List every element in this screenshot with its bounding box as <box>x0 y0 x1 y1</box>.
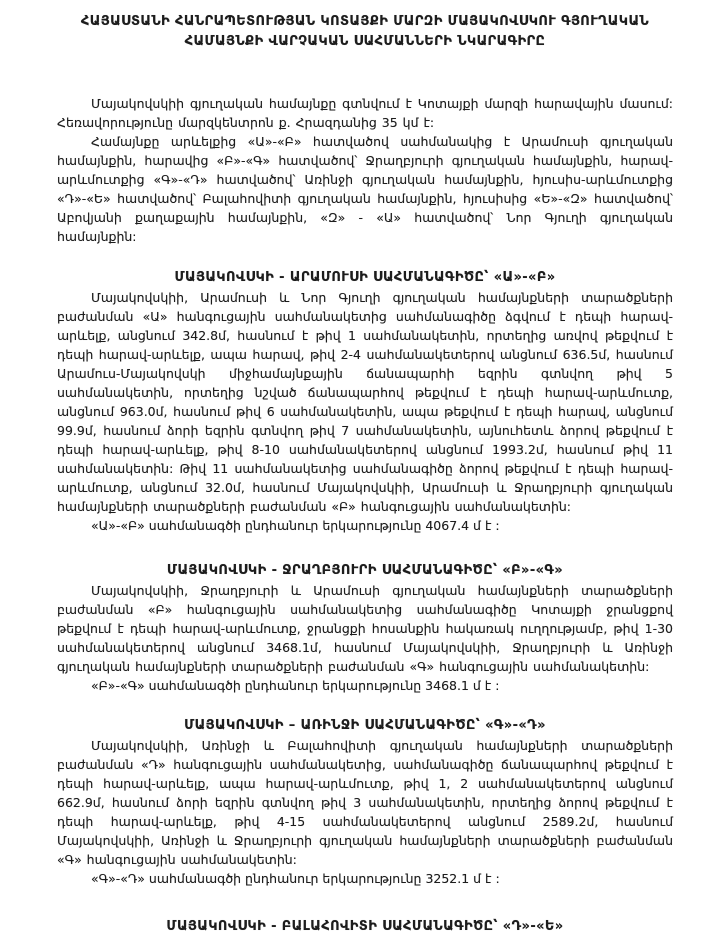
section-body-g-d: Մայակովսկիի, Առինջի և Բալահովիտի գյուղական համայնքների տարածքների բաժանման «Դ» հանգուցային սահմանակետից, սահմանագիծը ճանապարհով թեքվում է դեպի հարավ-արևելք, ապա հարավ-արևմուտք, թիվ 1, 2 սահմանակետերով անցնում 662.9մ, հասնում ձորի եզրին գտնվող թիվ 3 սահմանակետին, որտեղից ձորով թեքվում է դեպի հարավ-արևելք, թիվ 4-15 սահմանակետերով անցնում 2589.2մ, հասնում Մայակովսկիի, Առինջի և Ջրաղբյուրի գյուղական համայնքների տարածքների բաժանման «Գ» հանգուցային սահմանակետին: <box>57 738 673 867</box>
document-title: ՀԱՅԱՍՏԱՆԻ ՀԱՆՐԱՊԵՏՈՒԹՅԱՆ ԿՈՏԱՅՔԻ ՄԱՐԶԻ ՄԱՅԱԿՈՎՍԿՈՒ ԳՅՈՒՂԱԿԱՆ ՀԱՄԱՅՆՔԻ ՎԱՐՉԱԿԱՆ ՍԱՀՄԱՆՆԵՐԻ ՆԿԱՐԱԳԻՐԸ <box>80 14 650 49</box>
section-length-g-d: «Գ»-«Դ» սահմանագծի ընդհանուր երկարությունը 3252.1 մ է : <box>91 871 500 886</box>
section-heading-b-g: ՄԱՅԱԿՈՎՍԿԻ - ՋՐԱՂԲՅՈՒՐԻ ՍԱՀՄԱՆԱԳԻԾԸ՝ «Բ»-«Գ» <box>166 563 564 578</box>
intro-paragraph-neighbors: Համայնքը արևելքից «Ա»-«Բ» հատվածով սահմանակից է Արամուսի գյուղական համայնքին, հարավից «Բ»-«Գ» հատվածով՝ Ջրաղբյուրի գյուղական համայնքին, հարավ-արևմուտքից «Գ»-«Դ» հատվածով՝ Առինջի գյուղական համայնքին, հյուսիս-արևմուտքից «Դ»-«Ե» հատվածով՝ Բալահովիտի գյուղական համայնքին, հյուսիսից «Ե»-«Զ» հատվածով՝ Աբովյանի քաղաքային համայնքին, «Զ» - «Ա» հատվածով՝ Նոր Գյուղի գյուղական համայնքին: <box>57 134 673 244</box>
intro-paragraph-location: Մայակովսկիի գյուղական համայնքը գտնվում է Կոտայքի մարզի հարավային մասում: Հեռավորությունը մարզկենտրոն ք. Հրազդանից 35 կմ է: <box>57 96 673 130</box>
intro-block <box>57 94 673 246</box>
section-length-a-b: «Ա»-«Բ» սահմանագծի ընդհանուր երկարությունը 4067.4 մ է : <box>91 518 500 533</box>
section-body-b-g: Մայակովսկիի, Ջրաղբյուրի և Արամուսի գյուղական համայնքների տարածքների բաժանման «Բ» հանգուցային սահմանակետից սահմանագիծը Կոտայքի ջրանցքով թեքվում է դեպի հարավ-արևմուտք, ջրանցքի հոսանքին հակառակ ուղղությամբ, թիվ 1-30 սահմանակետերով անցնում 3468.1մ, հասնում Մայակովսկիի, Ջրաղբյուրի և Առինջի գյուղական համայնքների տարածքների բաժանման «Գ» հանգուցային սահմանակետին: <box>57 583 673 674</box>
section-body-a-b: Մայակովսկիի, Արամուսի և Նոր Գյուղի գյուղական համայնքների տարածքների բաժանման «Ա» հանգուցային սահմանակետից սահմանագիծը ձգվում է դեպի հարավ-արևելք, անցնում 342.8մ, հասնում է թիվ 1 սահմանակետին, որտեղից առվով թեքվում է դեպի հարավ-արևելք, ապա հարավ, թիվ 2-4 սահմանակետերով անցնում 636.5մ, հասնում Արամուս-Մայակովսկի միջհամայնքային ճանապարհի եզրին գտնվող թիվ 5 սահմանակետին, որտեղից նշված ճանապարհով թեքվում է դեպի հարավ-արևմուտք, անցնում 963.0մ, հասնում թիվ 6 սահմանակետին, ապա թեքվում է դեպի հարավ, անցնում 99.9մ, հասնում ձորի եզրին գտնվող թիվ 7 սահմանակետին, այնուհետև ձորով թեքվում է դեպի հարավ-արևելք, թիվ 8-10 սահմանակետերով անցնում 1993.2մ, հասնում թիվ 11 սահմանակետին: Թիվ 11 սահմանակետից սահմանագիծը ձորով թեքվում է դեպի հարավ-արևմուտք, անցնում 32.0մ, հասնում Մայակովսկիի, Արամուսի և Ջրաղբյուրի գյուղական համայնքների տարածքների բաժանման «Բ» հանգուցային սահմանակետին: <box>57 290 673 514</box>
section-length-b-g: «Բ»-«Գ» սահմանագծի ընդհանուր երկարությունը 3468.1 մ է : <box>91 678 500 693</box>
section-heading-g-d: ՄԱՅԱԿՈՎՍԿԻ – ԱՌԻՆՋԻ ՍԱՀՄԱՆԱԳԻԾԸ՝ «Գ»-«Դ» <box>184 718 546 733</box>
section-heading-a-b: ՄԱՅԱԿՈՎՍԿԻ - ԱՐԱՄՈՒՍԻ ՍԱՀՄԱՆԱԳԻԾԸ՝ «Ա»-«Բ» <box>174 270 556 285</box>
section-heading-d-e: ՄԱՅԱԿՈՎՍԿԻ - ԲԱԼԱՀՈՎԻՏԻ ՍԱՀՄԱՆԱԳԻԾԸ՝ «Դ»-«Ե» <box>166 919 564 934</box>
